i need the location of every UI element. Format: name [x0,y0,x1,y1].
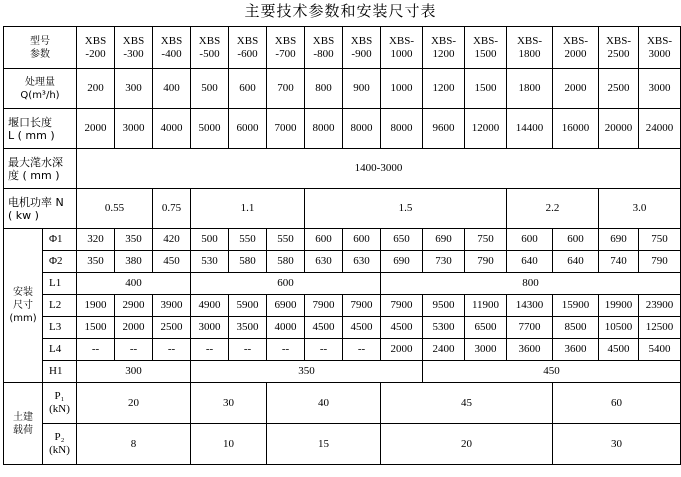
load-sub-label [43,383,77,424]
load-cell: 20 [381,424,553,465]
install-cell: 800 [381,273,681,295]
model-cell [77,27,115,69]
flow-cell: 500 [191,69,229,109]
install-sub-label: L1 [43,273,77,295]
install-cell: 2500 [153,317,191,339]
install-cell: 350 [77,251,115,273]
model-suffix: 3000 [648,47,671,60]
install-cell: 690 [599,229,639,251]
model-suffix: -900 [351,47,372,60]
install-sub-label: L3 [43,317,77,339]
install-cell: 3000 [191,317,229,339]
power-cell: 0.75 [153,189,191,229]
install-cell: 3000 [465,339,507,361]
install-cell: 2400 [423,339,465,361]
power-label-cell [4,189,77,229]
model-suffix: -400 [161,47,182,60]
install-cell: 420 [153,229,191,251]
weir-cell: 9600 [423,109,465,149]
install-cell: 9500 [423,295,465,317]
install-cell: 350 [191,361,423,383]
power-cell: 1.1 [191,189,305,229]
install-cell: 5300 [423,317,465,339]
install-sub-label: Φ1 [43,229,77,251]
install-cell: 730 [423,251,465,273]
install-cell: 5400 [639,339,681,361]
install-cell: 3600 [507,339,553,361]
install-cell: 600 [553,229,599,251]
install-cell: 7700 [507,317,553,339]
weir-cell: 14400 [507,109,553,149]
install-cell: 690 [423,229,465,251]
model-suffix: -300 [123,47,144,60]
weir-row [4,109,681,149]
weir-cell: 24000 [639,109,681,149]
install-cell: 450 [153,251,191,273]
weir-label: 堰口长度 [8,115,52,129]
load-cell: 60 [553,383,681,424]
install-cell: 19900 [599,295,639,317]
install-cell: 1900 [77,295,115,317]
install-cell: 12500 [639,317,681,339]
model-prefix: XBS [160,34,183,47]
flow-cell: 700 [267,69,305,109]
install-cell: 580 [229,251,267,273]
install-cell: 640 [507,251,553,273]
flow-cell: 1200 [423,69,465,109]
load-cell: 40 [267,383,381,424]
install-cell: 4500 [599,339,639,361]
install-cell: 3900 [153,295,191,317]
install-label-2: 尺寸 [13,300,33,311]
power-cell: 2.2 [507,189,599,229]
install-cell: -- [305,339,343,361]
model-prefix: XBS- [516,34,543,47]
install-cell: 2000 [115,317,153,339]
flow-cell: 300 [115,69,153,109]
flow-cell: 800 [305,69,343,109]
install-cell: 4500 [305,317,343,339]
model-cell [639,27,681,69]
install-cell: 630 [343,251,381,273]
weir-cell: 3000 [115,109,153,149]
install-cell: 750 [639,229,681,251]
flow-row [4,69,681,109]
depth-row [4,149,681,189]
model-cell [381,27,423,69]
weir-cell: 16000 [553,109,599,149]
install-cell: 550 [229,229,267,251]
header-label-cell [4,27,77,69]
install-cell: 8500 [553,317,599,339]
model-suffix: 1500 [474,47,497,60]
weir-label-cell [4,109,77,149]
model-prefix: XBS [198,34,221,47]
install-cell: 400 [77,273,191,295]
install-cell: 2000 [381,339,423,361]
flow-cell: 200 [77,69,115,109]
weir-cell: 20000 [599,109,639,149]
install-cell: 320 [77,229,115,251]
flow-cell: 1800 [507,69,553,109]
flow-cell: 1500 [465,69,507,109]
install-cell: 10500 [599,317,639,339]
model-suffix: -800 [313,47,334,60]
install-row-l2 [4,295,681,317]
install-unit: (mm) [9,313,37,324]
flow-cell: 1000 [381,69,423,109]
flow-cell: 2500 [599,69,639,109]
install-cell: 600 [191,273,381,295]
model-suffix: 2000 [564,47,587,60]
install-cell: 14300 [507,295,553,317]
install-cell: 600 [507,229,553,251]
flow-cell: 3000 [639,69,681,109]
load-cell: 30 [553,424,681,465]
weir-cell: 8000 [343,109,381,149]
install-cell: 640 [553,251,599,273]
model-prefix: XBS- [388,34,415,47]
model-prefix: XBS- [646,34,673,47]
model-cell [153,27,191,69]
load-sub-symbol: P₁ [54,390,65,402]
weir-cell: 2000 [77,109,115,149]
install-cell: 650 [381,229,423,251]
model-cell [507,27,553,69]
flow-cell: 2000 [553,69,599,109]
load-sub-unit: (kN) [49,403,70,415]
install-row-l4 [4,339,681,361]
install-cell: 300 [77,361,191,383]
install-row-phi1 [4,229,681,251]
depth-label: 最大滗水深 [8,155,63,169]
load-sub-unit: (kN) [49,444,70,456]
flow-unit: Q(m³/h) [20,89,60,101]
install-cell: 1500 [77,317,115,339]
install-sub-label: H1 [43,361,77,383]
install-cell: 350 [115,229,153,251]
install-cell: 500 [191,229,229,251]
model-prefix: XBS [84,34,107,47]
flow-label: 处理量 [25,76,55,88]
weir-cell: 8000 [305,109,343,149]
install-cell: 600 [305,229,343,251]
header-label-model: 型号 [30,35,50,47]
load-label: 土建 [13,411,33,423]
model-cell [229,27,267,69]
model-cell [553,27,599,69]
install-cell: 15900 [553,295,599,317]
power-cell: 1.5 [305,189,507,229]
depth-unit: 度 ( mm ) [8,168,60,182]
model-suffix: 1000 [390,47,413,60]
model-prefix: XBS [312,34,335,47]
model-cell [191,27,229,69]
model-cell [115,27,153,69]
model-cell [343,27,381,69]
install-cell: -- [115,339,153,361]
install-cell: 3600 [553,339,599,361]
install-cell: 380 [115,251,153,273]
model-suffix: -700 [275,47,296,60]
model-cell [267,27,305,69]
install-cell: 4900 [191,295,229,317]
install-cell: 630 [305,251,343,273]
model-suffix: 2500 [607,47,630,60]
install-cell: 550 [267,229,305,251]
model-suffix: -600 [237,47,258,60]
load-cell: 8 [77,424,191,465]
power-row [4,189,681,229]
model-prefix: XBS- [472,34,499,47]
install-row-l3 [4,317,681,339]
install-row-l1 [4,273,681,295]
install-cell: 450 [423,361,681,383]
weir-cell: 4000 [153,109,191,149]
load-cell: 10 [191,424,267,465]
header-label-param: 参数 [30,48,50,60]
install-sub-label: Φ2 [43,251,77,273]
install-label: 安装 [13,287,33,298]
install-cell: 5900 [229,295,267,317]
load-cell: 15 [267,424,381,465]
install-cell: -- [267,339,305,361]
install-cell: 4500 [343,317,381,339]
load-sub-symbol: P₂ [54,431,65,443]
install-row-phi2 [4,251,681,273]
load-row-p1 [4,383,681,424]
weir-cell: 12000 [465,109,507,149]
depth-label-cell [4,149,77,189]
load-label-2: 载荷 [13,424,33,436]
install-cell: 740 [599,251,639,273]
load-label-cell [4,383,43,465]
install-cell: 7900 [381,295,423,317]
model-suffix: 1200 [432,47,455,60]
install-cell: 6500 [465,317,507,339]
table-title: 主要技术参数和安装尺寸表 [244,2,437,20]
model-cell [599,27,639,69]
power-unit: ( kw ) [8,208,39,222]
depth-value: 1400-3000 [77,149,681,189]
install-row-h1 [4,361,681,383]
install-cell: 2900 [115,295,153,317]
spec-table [3,26,681,465]
install-cell: -- [229,339,267,361]
install-sub-label: L4 [43,339,77,361]
model-suffix: -200 [85,47,106,60]
model-prefix: XBS [236,34,259,47]
install-cell: 4000 [267,317,305,339]
model-cell [305,27,343,69]
install-cell: -- [191,339,229,361]
install-cell: 11900 [465,295,507,317]
load-row-p2 [4,424,681,465]
install-cell: 530 [191,251,229,273]
header-row [4,27,681,69]
model-prefix: XBS- [562,34,589,47]
install-cell: 790 [465,251,507,273]
model-prefix: XBS- [605,34,632,47]
install-cell: -- [153,339,191,361]
model-cell [465,27,507,69]
install-cell: -- [343,339,381,361]
flow-label-cell [4,69,77,109]
install-label-cell [4,229,43,383]
weir-cell: 6000 [229,109,267,149]
install-cell: 600 [343,229,381,251]
load-sub-label [43,424,77,465]
install-cell: 4500 [381,317,423,339]
model-prefix: XBS [274,34,297,47]
load-cell: 30 [191,383,267,424]
power-cell: 3.0 [599,189,681,229]
weir-unit: L ( mm ) [8,128,55,142]
install-cell: -- [77,339,115,361]
load-cell: 45 [381,383,553,424]
install-cell: 750 [465,229,507,251]
install-cell: 6900 [267,295,305,317]
install-cell: 690 [381,251,423,273]
install-cell: 580 [267,251,305,273]
install-cell: 790 [639,251,681,273]
model-prefix: XBS [122,34,145,47]
load-cell: 20 [77,383,191,424]
model-cell [423,27,465,69]
weir-cell: 8000 [381,109,423,149]
flow-cell: 900 [343,69,381,109]
flow-cell: 600 [229,69,267,109]
power-cell: 0.55 [77,189,153,229]
install-sub-label: L2 [43,295,77,317]
power-label: 电机功率 N [8,195,64,209]
model-prefix: XBS- [430,34,457,47]
install-cell: 3500 [229,317,267,339]
model-suffix: 1800 [518,47,541,60]
weir-cell: 7000 [267,109,305,149]
weir-cell: 5000 [191,109,229,149]
install-cell: 23900 [639,295,681,317]
install-cell: 7900 [305,295,343,317]
install-cell: 7900 [343,295,381,317]
model-prefix: XBS [350,34,373,47]
flow-cell: 400 [153,69,191,109]
model-suffix: -500 [199,47,220,60]
